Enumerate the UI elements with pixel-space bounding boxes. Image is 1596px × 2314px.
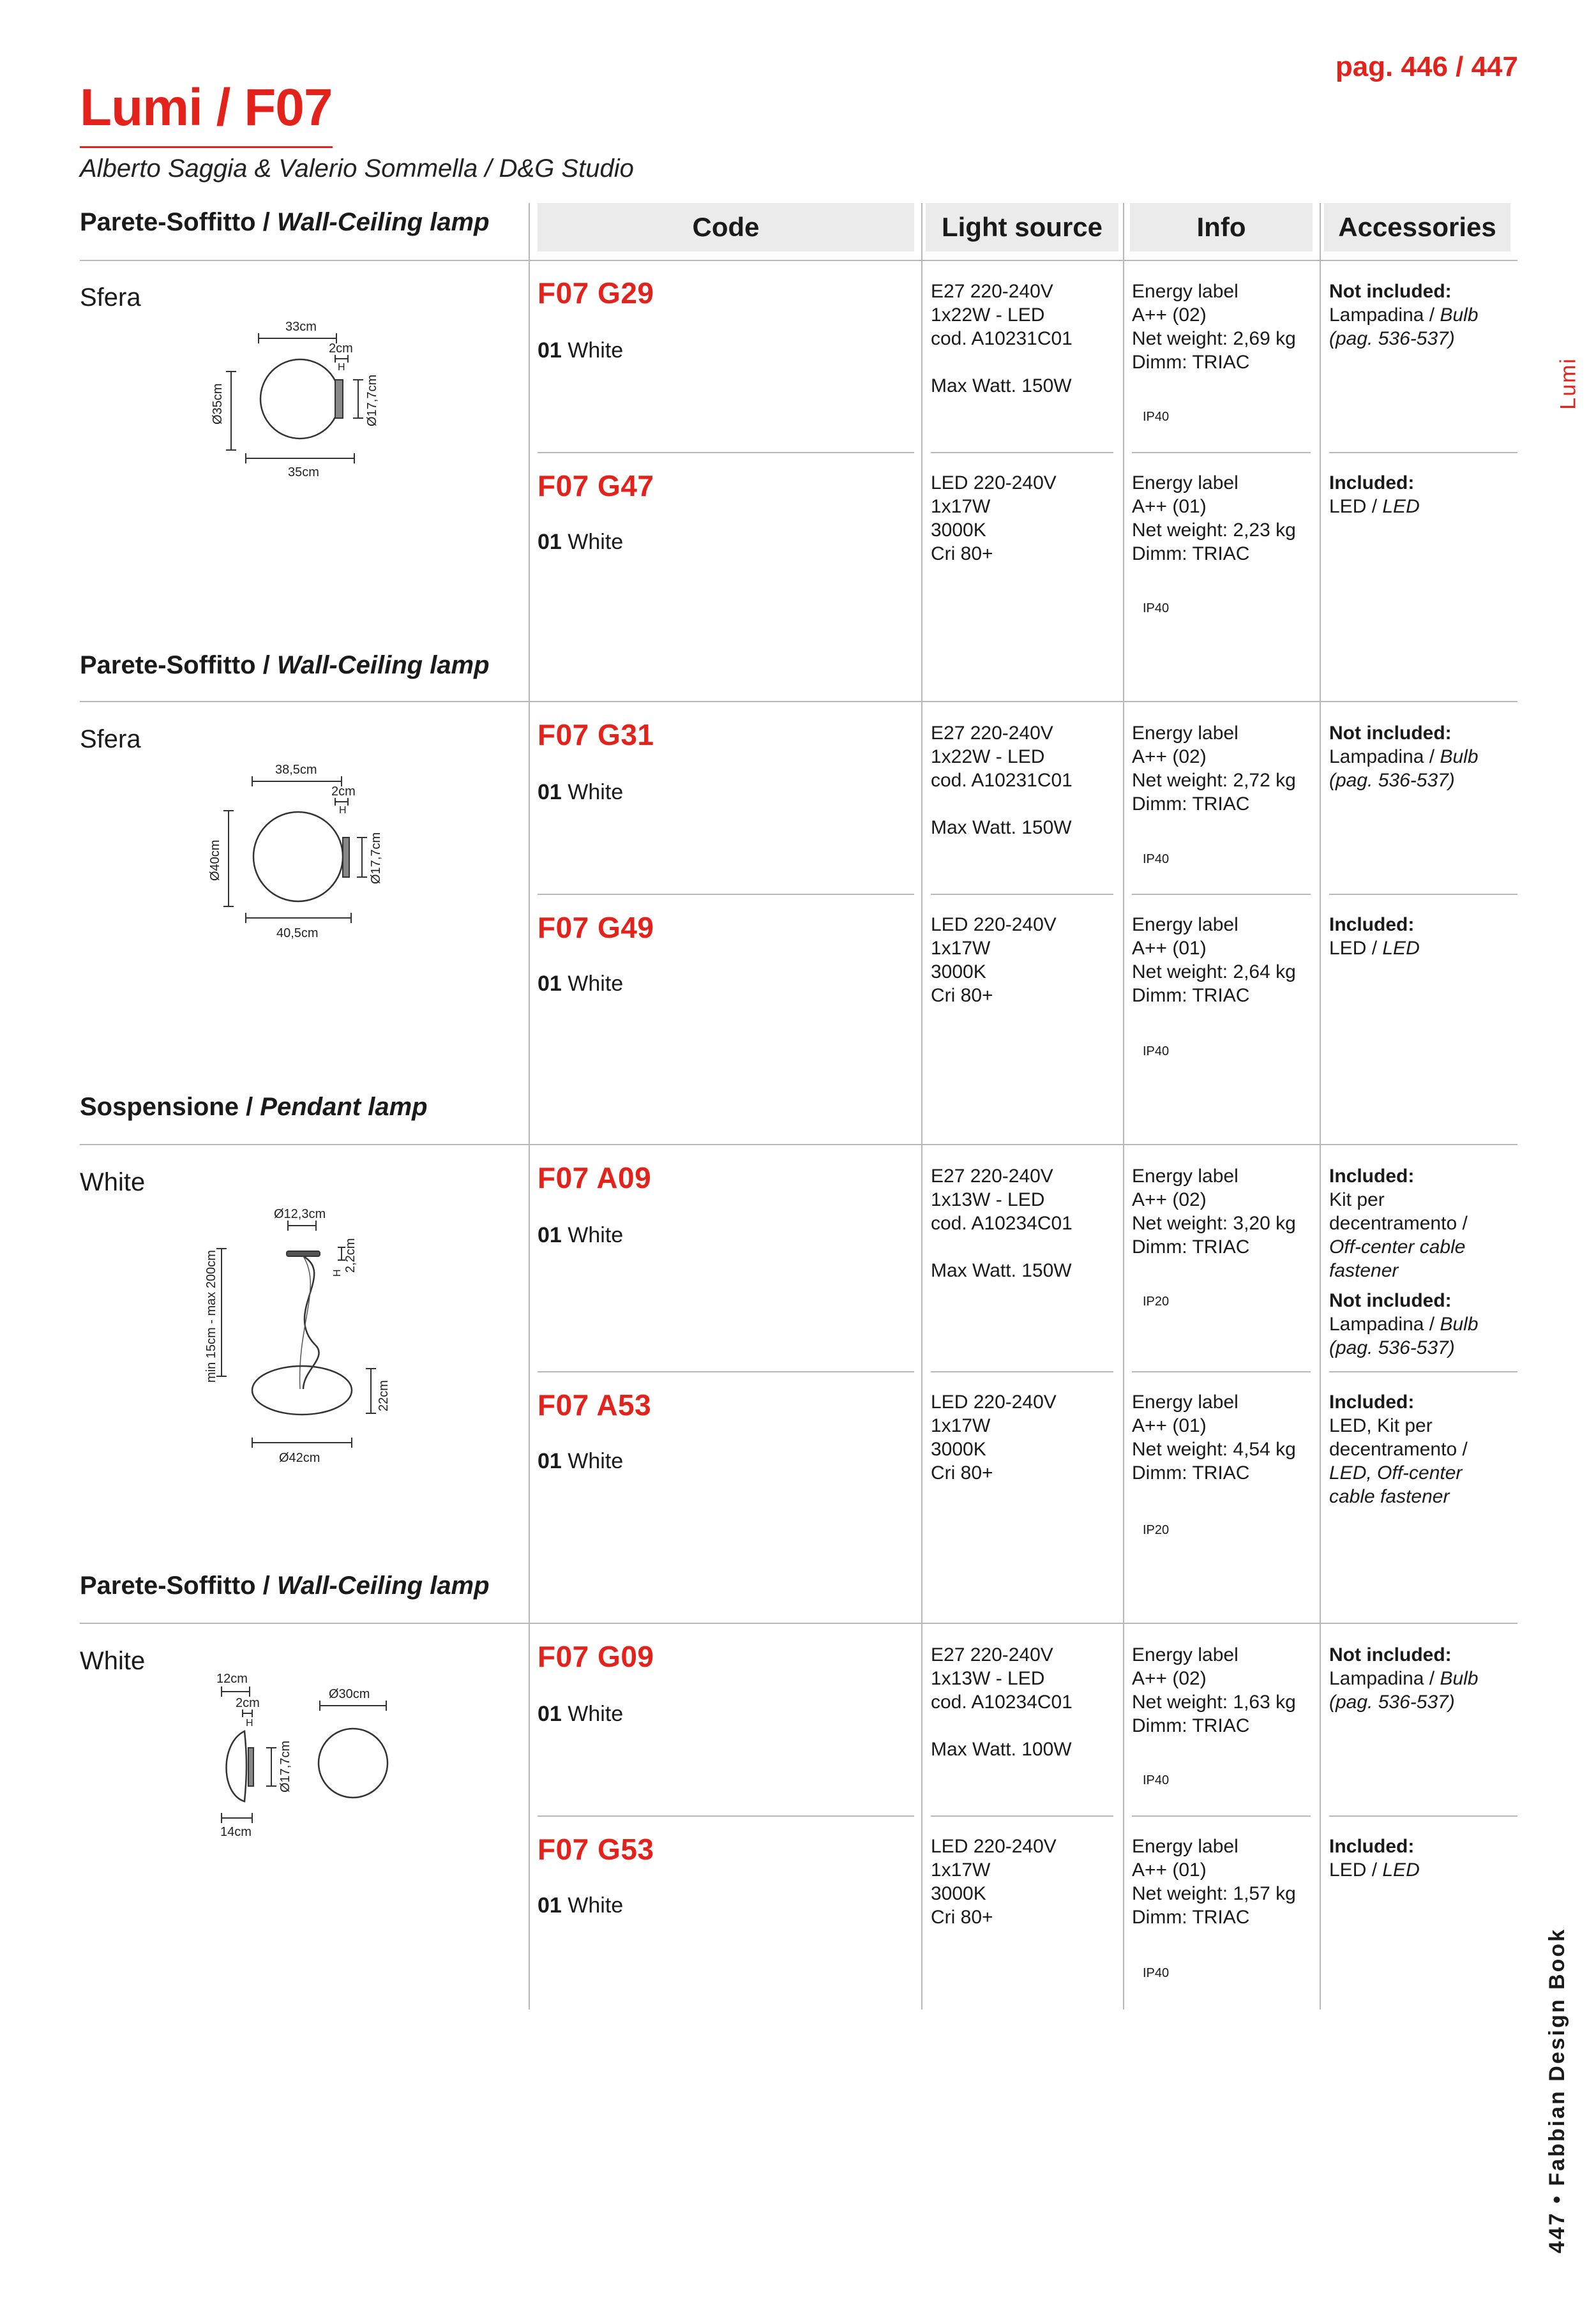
info: Energy label A++ (01) Net weight: 1,57 kg Dimm: TRIAC (1132, 1836, 1296, 1928)
column-header-code: Code (538, 203, 914, 252)
wall-lamp-dimension-drawing (207, 1672, 412, 1845)
column-header-light-source: Light source (926, 203, 1118, 252)
finish: 01 White (538, 1449, 624, 1473)
dim-shade-height: 22cm (377, 1380, 391, 1411)
light-source: E27 220-240V 1x13W - LED cod. A10234C01 Max Watt. 150W (931, 1166, 1073, 1281)
dim-height-mark: H (246, 1718, 253, 1729)
dim-bottom: 40,5cm (276, 926, 319, 940)
accessories: Included: LED / LED (1329, 472, 1420, 517)
ip-rating: IP40 (1143, 852, 1170, 866)
row-rule (931, 452, 1113, 453)
sfera-dimension-drawing (207, 313, 412, 485)
section-rule (80, 1623, 1517, 1624)
pendant-dimension-drawing (204, 1198, 412, 1472)
finish: 01 White (538, 530, 624, 554)
column-header-info: Info (1130, 203, 1313, 252)
section-category: Parete-Soffitto / Wall-Ceiling lamp (80, 208, 490, 236)
finish: 01 White (538, 1702, 624, 1726)
finish: 01 White (538, 972, 624, 996)
accessories: Not included: Lampadina / Bulb (pag. 536-537) (1329, 723, 1479, 791)
accessories: Not included: Lampadina / Bulb (pag. 536-537) (1329, 281, 1479, 349)
light-source: E27 220-240V 1x22W - LED cod. A10231C01 Max Watt. 150W (931, 723, 1073, 838)
product-subname: White (80, 1168, 146, 1196)
dim-height-mark: H (338, 362, 345, 373)
dim-base: Ø17,7cm (278, 1740, 292, 1792)
info: Energy label A++ (01) Net weight: 2,64 kg Dimm: TRIAC (1132, 914, 1296, 1006)
page-reference: pag. 446 / 447 (1335, 51, 1518, 82)
dim-cable: min 15cm - max 200cm (204, 1250, 218, 1383)
product-code: F07 G49 (538, 911, 654, 944)
accessories: Not included: Lampadina / Bulb (pag. 536-537) (1329, 1644, 1479, 1713)
light-source: LED 220-240V 1x17W 3000K Cri 80+ (931, 1836, 1057, 1928)
product-code: F07 G53 (538, 1833, 654, 1866)
dim-height-mark: H (339, 805, 347, 816)
dim-base: Ø17,7cm (365, 374, 379, 426)
product-code: F07 G31 (538, 718, 654, 751)
dim-base: Ø17,7cm (369, 832, 383, 884)
accessories: Included: LED / LED (1329, 1836, 1420, 1881)
row-rule (1329, 1371, 1517, 1372)
section-category: Parete-Soffitto / Wall-Ceiling lamp (80, 1572, 490, 1600)
finish: 01 White (538, 1223, 624, 1247)
designer-credit: Alberto Saggia & Valerio Sommella / D&G Studio (80, 154, 634, 183)
info: Energy label A++ (02) Net weight: 2,69 kg Dimm: TRIAC (1132, 281, 1296, 373)
ip-rating: IP40 (1143, 410, 1170, 424)
row-rule (931, 1815, 1113, 1817)
column-divider (1123, 203, 1124, 2010)
info: Energy label A++ (02) Net weight: 3,20 kg Dimm: TRIAC (1132, 1166, 1296, 1258)
footer-book-label: 447 • Fabbian Design Book (1545, 1927, 1569, 2253)
info: Energy label A++ (01) Net weight: 4,54 kg Dimm: TRIAC (1132, 1392, 1296, 1484)
light-source: LED 220-240V 1x17W 3000K Cri 80+ (931, 1392, 1057, 1484)
dim-diameter: Ø35cm (211, 383, 225, 424)
row-rule (1329, 1815, 1517, 1817)
accessories: Included: LED, Kit per decentramento / LED, Off-center cable fastener (1329, 1392, 1468, 1507)
info: Energy label A++ (02) Net weight: 1,63 kg Dimm: TRIAC (1132, 1644, 1296, 1736)
product-code: F07 G29 (538, 276, 654, 310)
row-rule (538, 894, 914, 895)
product-code: F07 A53 (538, 1388, 652, 1422)
dim-canopy: Ø12,3cm (274, 1207, 326, 1221)
product-subname: White (80, 1647, 146, 1675)
section-category: Parete-Soffitto / Wall-Ceiling lamp (80, 651, 490, 679)
dim-width: 38,5cm (275, 763, 317, 777)
dim-depth: 12cm (216, 1672, 248, 1686)
row-rule (1132, 452, 1311, 453)
side-collection-label: Lumi (1556, 357, 1581, 410)
section-rule (80, 260, 1517, 261)
dim-height-mark: H (332, 1269, 343, 1277)
finish: 01 White (538, 338, 624, 363)
accessories: Included: LED / LED (1329, 914, 1420, 959)
product-code: F07 A09 (538, 1161, 652, 1194)
column-header-accessories: Accessories (1324, 203, 1510, 252)
ip-rating: IP40 (1143, 1044, 1170, 1058)
light-source: E27 220-240V 1x22W - LED cod. A10231C01 Max Watt. 150W (931, 281, 1073, 396)
dim-width: 33cm (285, 320, 317, 334)
info: Energy label A++ (01) Net weight: 2,23 kg Dimm: TRIAC (1132, 472, 1296, 564)
dim-canopy-height: 2,2cm (343, 1238, 358, 1273)
title-underline (80, 146, 333, 148)
row-rule (1132, 1371, 1311, 1372)
ip-rating: IP40 (1143, 1966, 1170, 1980)
ip-rating: IP40 (1143, 601, 1170, 615)
row-rule (1329, 894, 1517, 895)
product-subname: Sfera (80, 283, 141, 312)
row-rule (538, 452, 914, 453)
dim-bottom: 14cm (220, 1825, 252, 1839)
product-code: F07 G47 (538, 469, 654, 502)
finish: 01 White (538, 780, 624, 804)
ip-rating: IP40 (1143, 1773, 1170, 1787)
product-subname: Sfera (80, 725, 141, 753)
row-rule (538, 1815, 914, 1817)
dim-depth: 2cm (329, 342, 353, 356)
section-rule (80, 701, 1517, 702)
page-title: Lumi / F07 (80, 79, 333, 137)
column-divider (1320, 203, 1321, 2010)
dim-thickness: 2cm (236, 1696, 260, 1710)
light-source: E27 220-240V 1x13W - LED cod. A10234C01 Max Watt. 100W (931, 1644, 1073, 1760)
row-rule (931, 1371, 1113, 1372)
finish: 01 White (538, 1893, 624, 1918)
info: Energy label A++ (02) Net weight: 2,72 kg Dimm: TRIAC (1132, 723, 1296, 815)
row-rule (1329, 452, 1517, 453)
dim-bottom: 35cm (288, 465, 319, 479)
product-code: F07 G09 (538, 1640, 654, 1673)
row-rule (538, 1371, 914, 1372)
sfera-large-dimension-drawing (207, 753, 412, 945)
row-rule (1132, 894, 1311, 895)
column-divider (529, 203, 530, 2010)
dim-diameter: Ø30cm (329, 1687, 370, 1701)
ip-rating: IP20 (1143, 1295, 1170, 1309)
dim-depth: 2cm (331, 785, 356, 799)
light-source: LED 220-240V 1x17W 3000K Cri 80+ (931, 914, 1057, 1006)
section-rule (80, 1144, 1517, 1145)
accessories: Included: Kit per decentramento / Off-center cable fastener Not included: Lampadina / Bulb (pag. 536-537) (1329, 1166, 1479, 1358)
column-divider (921, 203, 922, 2010)
row-rule (931, 894, 1113, 895)
section-category: Sospensione / Pendant lamp (80, 1093, 428, 1121)
row-rule (1132, 1815, 1311, 1817)
dim-diameter: Ø42cm (279, 1451, 320, 1465)
light-source: LED 220-240V 1x17W 3000K Cri 80+ (931, 472, 1057, 564)
dim-diameter: Ø40cm (208, 839, 222, 881)
ip-rating: IP20 (1143, 1523, 1170, 1537)
